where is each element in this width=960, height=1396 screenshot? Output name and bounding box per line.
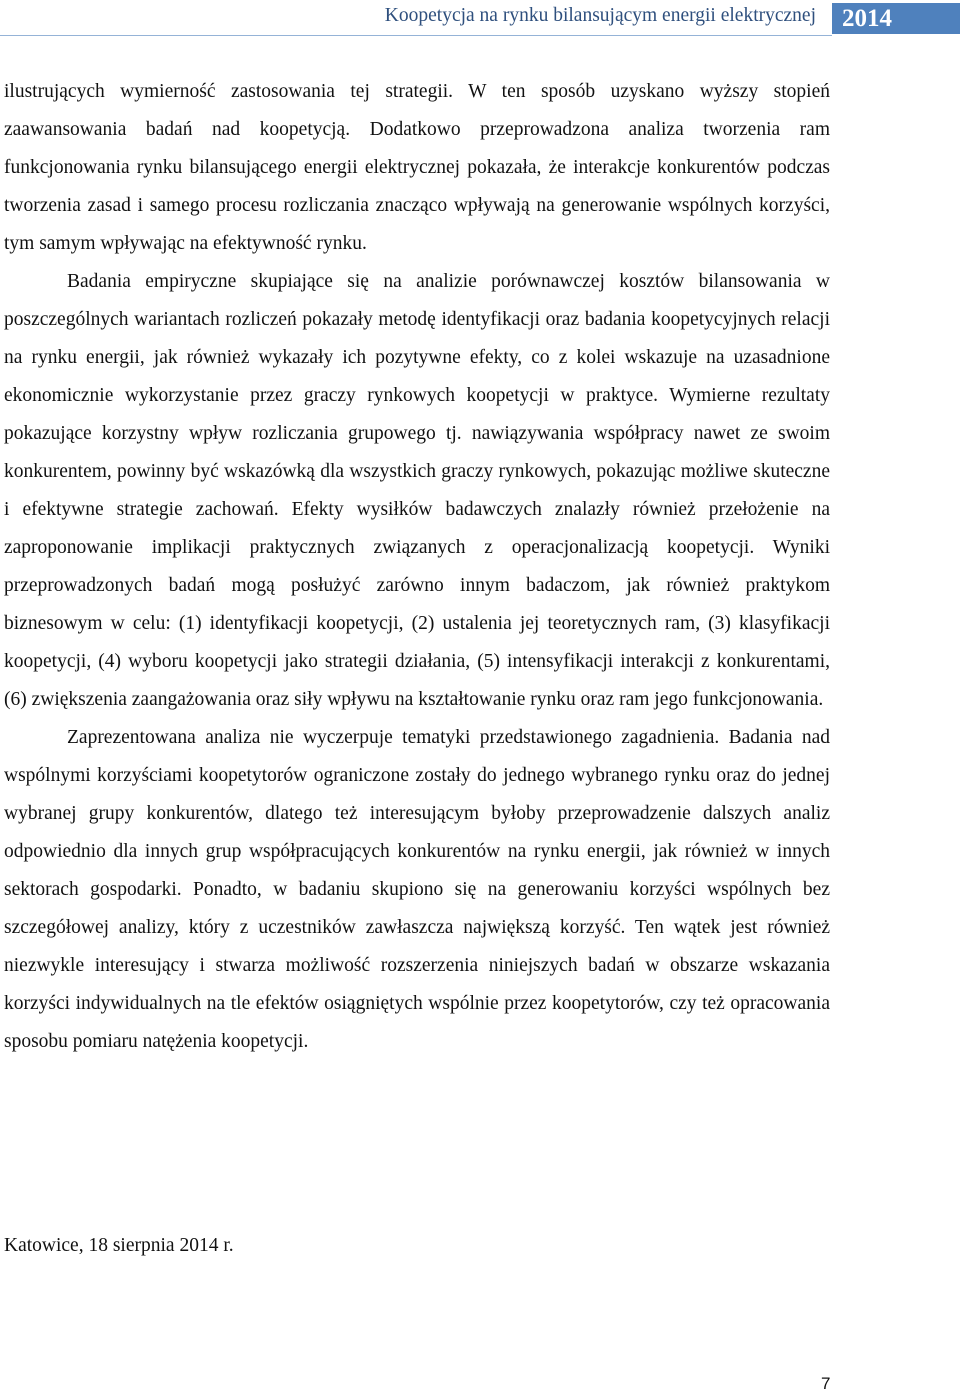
year-badge: 2014	[832, 3, 960, 34]
paragraph-empirical-research: Badania empiryczne skupiające się na analizie porównawczej kosztów bilansowania w poszczególnych wariantach rozliczeń pokazały metodę identyfikacji oraz badania koopetycyjnych relacji na rynku energii, jak również wykazały ich pozytywne efekty, co z kolei wskazuje na uzasadnione ekonomicznie wykorzystanie przez graczy rynkowych koopetycji w praktyce. Wymierne rezultaty pokazujące korzystny wpływ rozliczania grupowego tj. nawiązywania współpracy nawet ze swoim konkurentem, powinny być wskazówką dla wszystkich graczy rynkowych, pokazując możliwe skuteczne i efektywne strategie zachowań. Efekty wysiłków badawczych znalazły również przełożenie na zaproponowanie implikacji praktycznych związanych z operacjonalizacją koopetycji. Wyniki przeprowadzonych badań mogą posłużyć zarówno innym badaczom, jak również praktykom biznesowym w celu: (1) identyfikacji koopetycji, (2) ustalenia jej teoretycznych ram, (3) klasyfikacji koopetycji, (4) wyboru koopetycji jako strategii działania, (5) intensyfikacji interakcji z konkurentami, (6) zwiększenia zaangażowania oraz siły wpływu na kształtowanie rynku oraz ram jego funkcjonowania.	[4, 271, 830, 710]
main-text	[4, 73, 830, 1061]
page-header	[0, 0, 960, 36]
header-rule	[0, 35, 832, 36]
running-title: Koopetycja na rynku bilansującym energii elektrycznej	[384, 5, 816, 26]
paragraph-continuation: ilustrujących wymierność zastosowania tej strategii. W ten sposób uzyskano wyższy stopień zaawansowania badań nad koopetycją. Dodatkowo przeprowadzona analiza tworzenia ram funkcjonowania rynku bilansującego energii elektrycznej pokazała, że interakcje konkurentów podczas tworzenia zasad i samego procesu rozliczania znacząco wpływają na generowanie wspólnych korzyści, tym samym wpływając na efektywność rynku.	[4, 81, 830, 254]
page-number: 7	[821, 1374, 831, 1393]
paragraph-limitations: Zaprezentowana analiza nie wyczerpuje tematyki przedstawionego zagadnienia. Badania nad wspólnymi korzyściami koopetytorów ograniczone zostały do jednego wybranego rynku oraz do jednej wybranej grupy konkurentów, dlatego też interesującym byłoby przeprowadzenie dalszych analiz odpowiednio dla innych grup współpracujących konkurentów na rynku energii, jak również w innych sektorach gospodarki. Ponadto, w badaniu skupiono się na generowaniu korzyści wspólnych bez szczegółowej analizy, który z uczestników zawłaszcza największą korzyść. Ten wątek jest również niezwykle interesujący i stwarza możliwość rozszerzenia niniejszych badań w obszarze wskazania korzyści indywidualnych na tle efektów osiągniętych wspólnie przez koopetytorów, czy też opracowania sposobu pomiaru natężenia koopetycji.	[4, 727, 830, 1052]
place-date-line: Katowice, 18 sierpnia 2014 r.	[4, 1235, 234, 1256]
